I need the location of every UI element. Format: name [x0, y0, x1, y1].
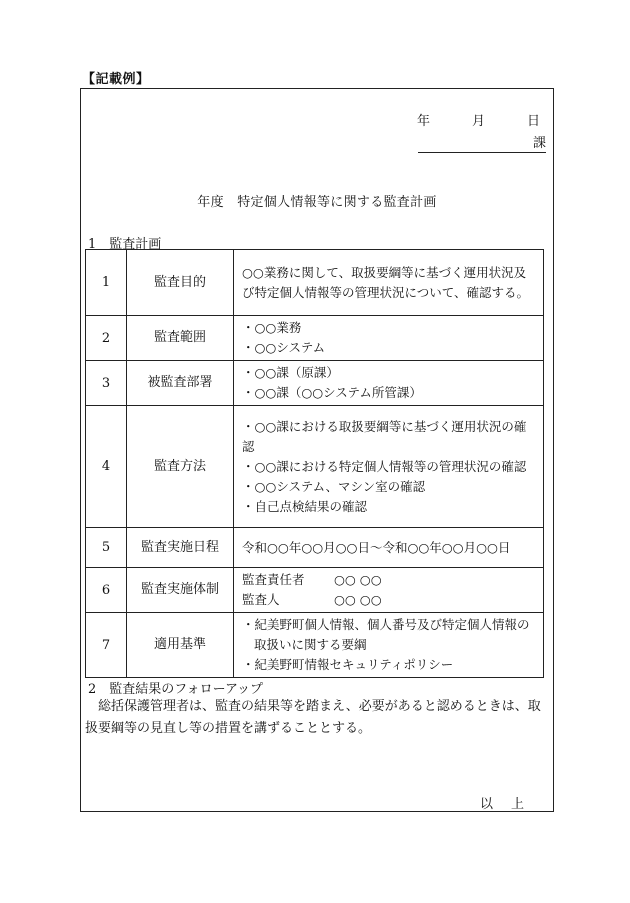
row-number: 5: [86, 528, 127, 568]
bullet-line: ・○○課（原課）: [242, 365, 339, 380]
document-title: 年度 特定個人情報等に関する監査計画: [197, 195, 437, 210]
month-label: 月: [471, 114, 485, 129]
row-content: [234, 528, 544, 568]
row-content: [234, 568, 544, 613]
section2-heading: 2 監査結果のフォローアップ: [88, 682, 264, 697]
bullet-line: ・紀美野町情報セキュリティポリシー: [242, 657, 454, 672]
table-row: [86, 406, 544, 528]
table-row: [86, 316, 544, 361]
row-content: [234, 316, 544, 361]
example-label: 【記載例】: [82, 72, 150, 87]
row-item: 被監査部署: [127, 361, 234, 406]
bullet-line: ・自己点検結果の確認: [242, 498, 368, 514]
staff-name: ○○ ○○: [334, 572, 382, 587]
row-content: [234, 406, 544, 528]
staff-role: 監査人: [242, 592, 280, 607]
row-item: 監査実施体制: [127, 568, 234, 613]
section2-body: 総括保護管理者は、監査の結果等を踏まえ、必要があると認めるときは、取扱要綱等の見直し等の措置を講ずることとする。: [85, 699, 541, 736]
table-row: [86, 250, 544, 316]
section1-heading: 1 監査計画: [88, 237, 162, 252]
table-row: [86, 528, 544, 568]
row-number: 6: [86, 568, 127, 613]
bullet-line: ・○○システム、マシン室の確認: [242, 478, 426, 494]
content-text: 令和○○年○○月○○日～令和○○年○○月○○日: [242, 539, 511, 555]
row-content: [234, 613, 544, 678]
row-item: 監査範囲: [127, 316, 234, 361]
staff-line: [242, 590, 537, 610]
staff-line: [242, 570, 537, 590]
table-row: [86, 613, 544, 678]
row-number: 3: [86, 361, 127, 406]
row-number: 4: [86, 406, 127, 528]
closing-mark: 以上: [479, 797, 542, 812]
table-row: [86, 568, 544, 613]
day-label: 日: [526, 114, 540, 129]
audit-plan-table: [85, 249, 544, 678]
bullet-line: ・○○課における取扱要綱等に基づく運用状況の確認: [242, 418, 527, 454]
staff-role: 監査責任者: [242, 572, 305, 587]
bullet-line: ・紀美野町個人情報、個人番号及び特定個人情報の取扱いに関する要綱: [242, 617, 530, 652]
row-item: 監査実施日程: [127, 528, 234, 568]
row-number: 7: [86, 613, 127, 678]
bullet-line: ・○○課における特定個人情報等の管理状況の確認: [242, 458, 527, 474]
bullet-line: ・○○システム: [242, 340, 326, 355]
row-number: 2: [86, 316, 127, 361]
row-content: [234, 361, 544, 406]
staff-name: ○○ ○○: [334, 592, 382, 607]
row-item: 監査方法: [127, 406, 234, 528]
row-number: 1: [86, 250, 127, 316]
row-item: 監査目的: [127, 250, 234, 316]
content-text: ○○業務に関して、取扱要綱等に基づく運用状況及び特定個人情報等の管理状況について、確認する。: [242, 264, 530, 300]
year-label: 年: [416, 114, 430, 129]
bullet-line: ・○○課（○○システム所管課）: [242, 385, 422, 400]
department-line: 課: [418, 132, 546, 153]
date-line: [370, 110, 540, 129]
row-content: [234, 250, 544, 316]
row-item: 適用基準: [127, 613, 234, 678]
bullet-line: ・○○業務: [242, 320, 302, 335]
table-row: [86, 361, 544, 406]
